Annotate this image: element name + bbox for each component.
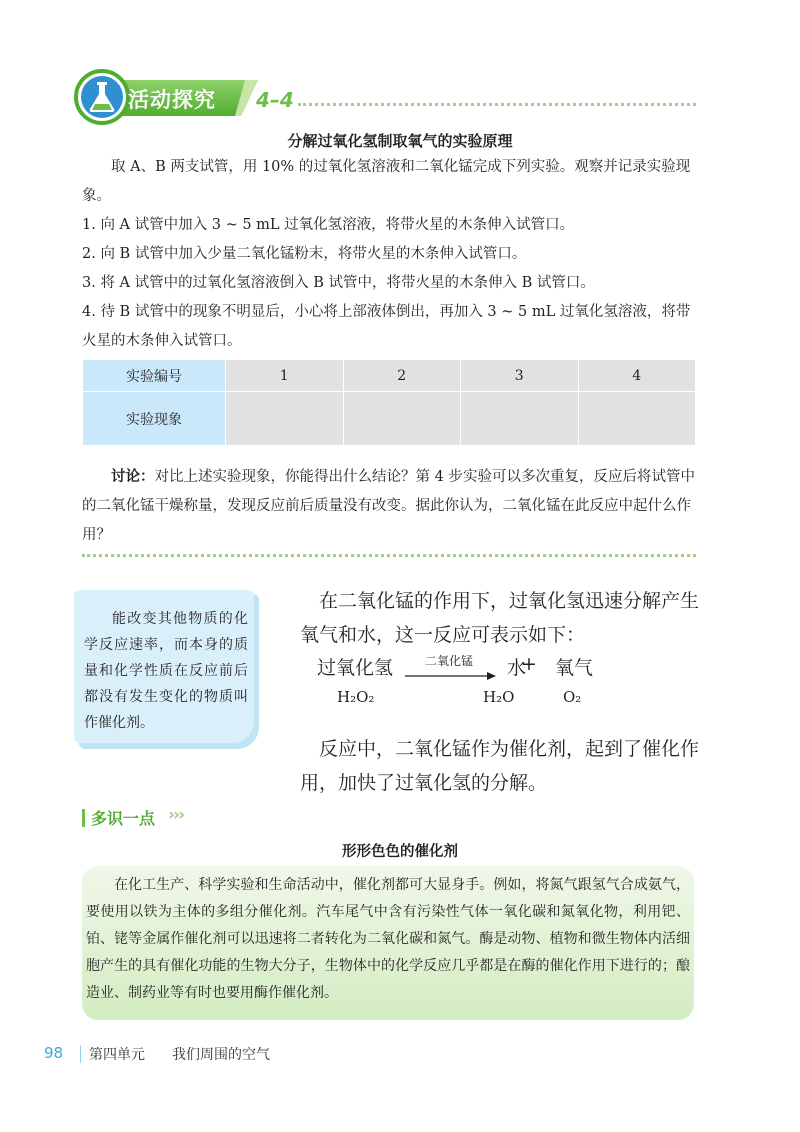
chapter-title: 我们周围的空气 xyxy=(172,1047,270,1063)
product2-name: 氧气 xyxy=(555,657,594,679)
experiment-table xyxy=(82,359,696,446)
step-3: 3. 将 A 试管中的过氧化氢溶液倒入 B 试管中，将带火星的木条伸入 B 试管口。 xyxy=(82,275,595,291)
table-cell-number: 2 xyxy=(343,360,461,392)
table-header-number: 实验编号 xyxy=(83,360,226,392)
reaction-conclusion: 反应中，二氧化锰作为催化剂，起到了催化作用，加快了过氧化氢的分解。 xyxy=(300,738,700,794)
discussion xyxy=(82,462,696,550)
activity-label: 活动探究 xyxy=(128,88,216,112)
reactant-formula: H₂O₂ xyxy=(337,688,375,706)
experiment-intro: 取 A、B 两支试管，用 10% 的过氧化氢溶液和二氧化锰完成下列实验。观察并记录实验现象。 xyxy=(82,159,691,204)
footer-separator xyxy=(80,1045,81,1063)
catalyst-section-title: 形形色色的催化剂 xyxy=(342,844,458,860)
table-cell-empty xyxy=(578,392,696,446)
experiment-title: 分解过氧化氢制取氧气的实验原理 xyxy=(287,132,513,150)
product2-formula: O₂ xyxy=(563,688,582,706)
page-number: 98 xyxy=(44,1044,64,1062)
chapter-label: 第四单元 xyxy=(89,1047,145,1063)
discussion-text: 对比上述实验现象，你能得出什么结论？第 4 步实验可以多次重复，反应后将试管中的二氧化锰干燥称量，发现反应前后质量没有改变。据此你认为，二氧化锰在此反应中起什么作用？ xyxy=(82,469,695,543)
table-cell-empty xyxy=(226,392,344,446)
plus-sign: + xyxy=(521,653,537,675)
reactant-name: 过氧化氢 xyxy=(317,657,394,679)
catalyst-text: 在化工生产、科学实验和生命活动中，催化剂都可大显身手。例如，将氮气跟氢气合成氨气，要使用以铁为主体的多组分催化剂。汽车尾气中含有污染性气体一氧化碳和氮氧化物，利用钯、铂、铑等金属作催化剂可以迅速将二者转化为二氧化碳和氮气。酶是动物、植物和微生物体内活细胞产生的具有催化功能的生物大分子，生物体中的化学反应几乎都是在酶的催化作用下进行的；酿造业、制药业等有时也要用酶作催化剂。 xyxy=(86,877,690,1001)
reaction-arrow-icon xyxy=(403,670,497,682)
reaction-equation xyxy=(315,648,695,718)
section-marker xyxy=(82,809,85,827)
activity-number: 4–4 xyxy=(256,88,294,112)
chevrons-icon: ››› xyxy=(168,805,184,825)
table-header-phenomenon: 实验现象 xyxy=(83,392,226,446)
table-cell-number: 3 xyxy=(461,360,579,392)
know-more-label: 多识一点 xyxy=(91,809,156,828)
step-1: 1. 向 A 试管中加入 3 ~ 5 mL 过氧化氢溶液，将带火星的木条伸入试管口。 xyxy=(82,217,575,233)
table-cell-empty xyxy=(461,392,579,446)
dotted-divider xyxy=(298,103,696,106)
reaction-condition: 二氧化锰 xyxy=(424,654,473,668)
step-4: 4. 待 B 试管中的现象不明显后，小心将上部液体倒出，再加入 3 ~ 5 mL 过氧化氢溶液，将带火星的木条伸入试管口。 xyxy=(82,304,691,349)
table-cell-number: 1 xyxy=(226,360,344,392)
catalyst-definition: 能改变其他物质的化学反应速率，而本身的质量和化学性质在反应前后都没有发生变化的物质叫作催化剂。 xyxy=(84,611,248,731)
step-2: 2. 向 B 试管中加入少量二氧化锰粉末，将带火星的木条伸入试管口。 xyxy=(82,246,527,262)
product1-formula: H₂O xyxy=(483,688,515,706)
table-cell-number: 4 xyxy=(578,360,696,392)
reaction-intro: 在二氧化锰的作用下，过氧化氢迅速分解产生氧气和水，这一反应可表示如下： xyxy=(300,590,700,646)
product1-name: 水 xyxy=(507,657,527,679)
flask-icon xyxy=(73,68,131,126)
discussion-label: 讨论： xyxy=(111,468,155,485)
table-cell-empty xyxy=(343,392,461,446)
dotted-divider xyxy=(82,554,696,557)
